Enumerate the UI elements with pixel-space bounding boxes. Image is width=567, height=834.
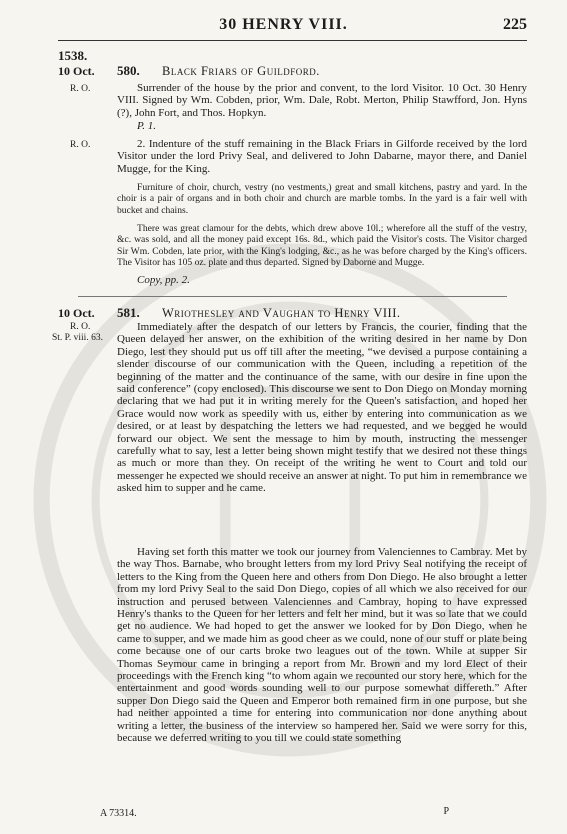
entry-581-paragraph-1: Immediately after the despatch of our letters by Francis, the courier, finding that the Queen delayed her answer, on the exhibition of the writing desired in her name by Don Diego, lest they should put us off till after the meeting, “we devised a purpose containing a slender discourse of our communication with the Queen, including a repetition of the beginning of the matter and the continuance of the same, with our desire in fine upon the said conference” (copy enclosed). This discourse we sent to Don Diego on Monday morning declaring that we had put it in writing merely for the Queen's satisfaction, and hoped her Grace would now work as speedily with us, either by entering into communication as we desired, or at least by despatching the letters we had requested, and we begged he would forward our object. We sent the message to him by mouth, instructing the messenger carefully what to say, lest a letter being shown might testify that we desired not these things as much or more than they. On receipt of the writing he went to Court and told our messenger he expected we should receive an answer at night. To put him in remembrance we asked him to supper and he came. xyxy=(117,321,527,495)
entry-581-state-papers-ref: St. P. viii. 63. xyxy=(52,333,103,343)
running-head xyxy=(0,16,567,36)
entry-580-copy: Copy, pp. 2. xyxy=(137,274,190,286)
entry-581-date: 10 Oct. xyxy=(58,306,95,320)
entry-580-inventory: Furniture of choir, church, vestry (no vestments,) great and small kitchens, pastry and yard. In the choir is a pair of organs and in both choir and church are marble tombs. In the yard is a fair well with bucket and chains. xyxy=(117,182,527,216)
entry-581-paragraph-2: Having set forth this matter we took our journey from Valenciennes to Cambray. Met by the way Thos. Barnabe, who brought letters from my lord Privy Seal notifying the receipt of letters to the King from the Queen here and others from Don Diego. He also brought a letter from my lord Privy Seal to the said Don Diego, copies of all which we also received for our instruction and perused between Valenciennes and Cambray, hoping to have expressed Henry's thanks to the Queen for her letters and felt her mind, but it was so late that we could get no audience. We had hoped to get the answer we looked for by Don Diego, when he came to supper, and we made him as good cheer as we could, none of our stuff or plate being come because one of our carts broke two leagues out of the town. While at supper Sir Thomas Seymour came in bringing a report from Mr. Brown and my lord Elect of their proceedings with the French king “to whom again we recounted our story here, which for the entertainment and good words sounding well to our purpose somewhat differeth.” After supper Don Diego said the Queen and Emperor both remained firm in one purpose, but she had neither appointed a time for entering into communication nor done anything about writing a letter, the business of the interview so hampered her. Said we were sorry for this, because we deferred writing to you till we could state something xyxy=(117,546,527,745)
sheet-signature: P xyxy=(443,806,449,817)
entry-581-source: R. O. xyxy=(70,322,91,332)
entry-580-paragraph-1: Surrender of the house by the prior and convent, to the lord Visitor. 10 Oct. 30 Henry VIII. Signed by Wm. Cobden, prior, Wm. Dale, Robt. Merton, Philip Stawfford, Jon. Hyns (?), John Fort, and Thos. Hopkyn. xyxy=(117,82,527,119)
year: 1538. xyxy=(58,48,88,63)
entry-580-paragraph-2: 2. Indenture of the stuff remaining in the Black Friars in Gilforde received by the lord Visitor under the lord Privy Seal, and delivered to John Dabarne, mayor there, and Daniel Mugge, for the King. xyxy=(117,138,527,175)
entry-580-debts: There was great clamour for the debts, which drew above 10l.; wherefore all the stuff of the vestry, &c. was sold, and all the money paid except 16s. 8d., which paid the Visitor's costs. The Visitor charged Sir Wm. Cobden, late prior, with the King's lodging, &c., as he was before charged by the King's officers. The Visitor has 105 oz. plate and thus departed. Signed by Daborne and Mugge. xyxy=(117,223,527,269)
entry-580-title: Black Friars of Guildford. xyxy=(162,64,320,78)
running-head-title: 30 HENRY VIII. xyxy=(219,16,348,33)
page-number: 225 xyxy=(503,16,527,33)
printer-signature: A 73314. xyxy=(100,808,137,819)
entry-580-source-2: R. O. xyxy=(70,140,91,150)
header-rule xyxy=(58,40,527,41)
entry-separator xyxy=(78,296,507,297)
entry-580-number: 580. xyxy=(117,63,140,78)
entry-581-number: 581. xyxy=(117,305,140,320)
entry-580-date: 10 Oct. xyxy=(58,64,95,78)
entry-580-source: R. O. xyxy=(70,84,91,94)
entry-581-title: Wriothesley and Vaughan to Henry VIII. xyxy=(162,306,401,320)
entry-580-p1: P. 1. xyxy=(137,120,157,132)
